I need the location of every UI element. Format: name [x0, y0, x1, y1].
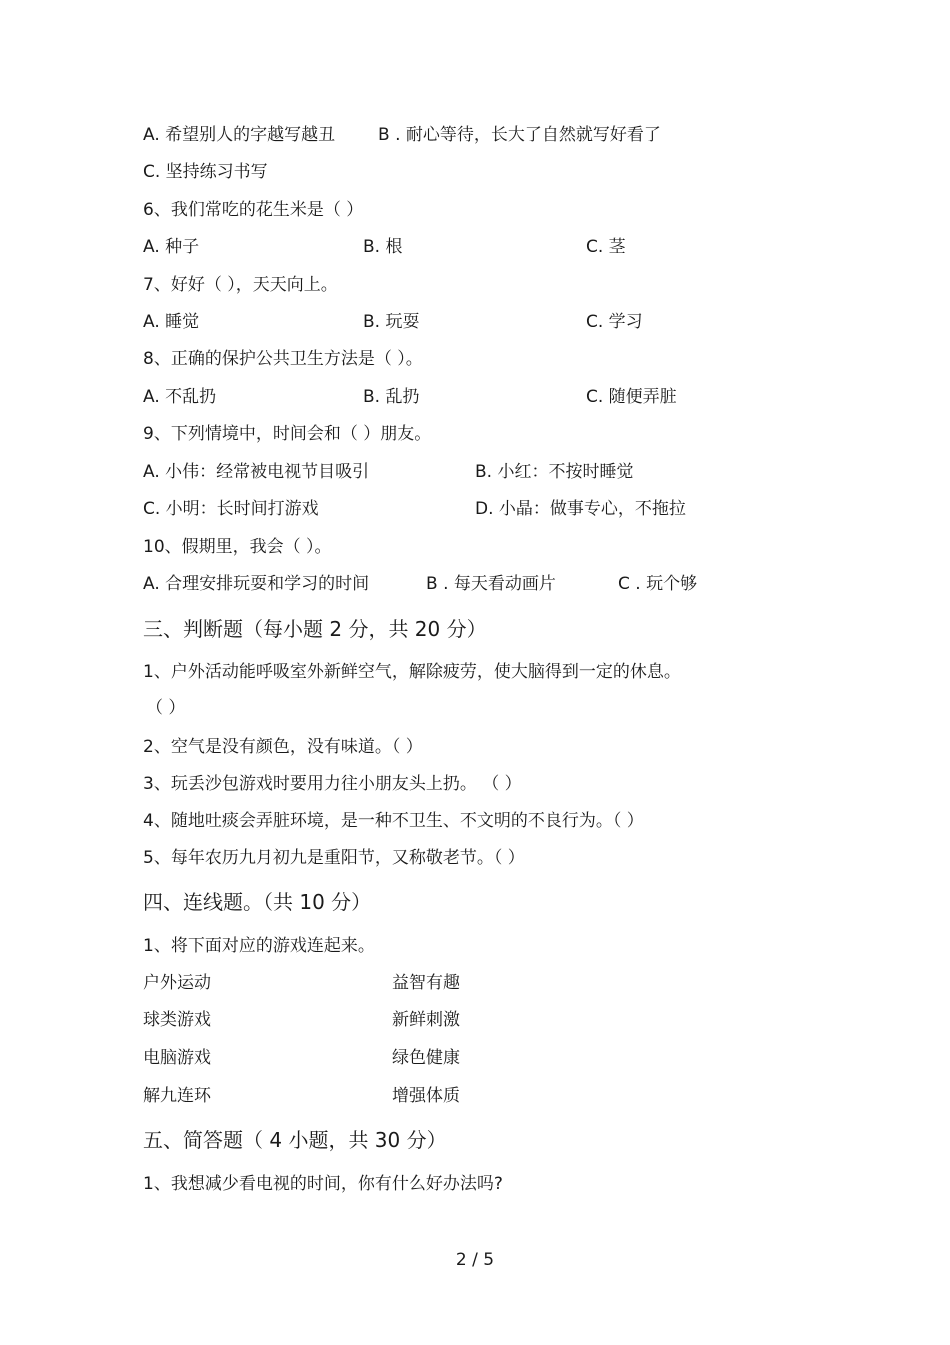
q8-option-b: B. 乱扔 [363, 387, 420, 407]
q9-option-d: D. 小晶：做事专心，不拖拉 [475, 499, 686, 519]
page-number: 2 / 5 [455, 1250, 495, 1270]
q6-option-b: B. 根 [363, 237, 403, 257]
match-right-item: 增强体质 [392, 1086, 460, 1106]
q5-option-b: B . 耐心等待，长大了自然就写好看了 [378, 125, 661, 145]
q10-stem: 10、假期里，我会（ ）。 [143, 537, 332, 557]
judge-item-4: 4、随地吐痰会弄脏环境，是一种不卫生、不文明的不良行为。（ ） [143, 811, 644, 831]
q6-option-c: C. 茎 [586, 237, 626, 257]
q7-option-c: C. 学习 [586, 312, 643, 332]
match-instruction: 1、将下面对应的游戏连起来。 [143, 936, 375, 956]
match-left-item: 户外运动 [143, 973, 211, 993]
q9-stem: 9、下列情境中，时间会和（ ）朋友。 [143, 424, 432, 444]
q9-option-b: B. 小红：不按时睡觉 [475, 462, 634, 482]
judge-item-1: 1、户外活动能呼吸室外新鲜空气，解除疲劳，使大脑得到一定的休息。 [143, 662, 681, 682]
section5-title: 五、简答题（ 4 小题，共 30 分） [143, 1128, 447, 1152]
q5-option-a: A. 希望别人的字越写越丑 [143, 125, 336, 145]
q9-option-c: C. 小明：长时间打游戏 [143, 499, 319, 519]
judge-item-5: 5、每年农历九月初九是重阳节，又称敬老节。（ ） [143, 848, 525, 868]
q5-option-c: C. 坚持练习书写 [143, 162, 268, 182]
q6-option-a: A. 种子 [143, 237, 200, 257]
match-left-item: 解九连环 [143, 1086, 211, 1106]
q10-option-b: B . 每天看动画片 [426, 574, 556, 594]
q8-option-c: C. 随便弄脏 [586, 387, 677, 407]
q10-option-c: C . 玩个够 [618, 574, 698, 594]
judge-item-3: 3、玩丢沙包游戏时要用力往小朋友头上扔。 （ ） [143, 774, 522, 794]
q7-option-b: B. 玩耍 [363, 312, 420, 332]
q7-stem: 7、好好（ ），天天向上。 [143, 275, 338, 295]
q6-stem: 6、我们常吃的花生米是（ ） [143, 200, 364, 220]
match-right-item: 新鲜刺激 [392, 1010, 460, 1030]
match-left-item: 球类游戏 [143, 1010, 211, 1030]
q7-option-a: A. 睡觉 [143, 312, 200, 332]
short-answer-q1: 1、我想减少看电视的时间，你有什么好办法吗? [143, 1174, 503, 1194]
match-right-item: 益智有趣 [392, 973, 460, 993]
q9-option-a: A. 小伟：经常被电视节目吸引 [143, 462, 370, 482]
match-left-item: 电脑游戏 [143, 1048, 211, 1068]
judge-item-2: 2、空气是没有颜色，没有味道。（ ） [143, 737, 423, 757]
section4-title: 四、连线题。（共 10 分） [143, 890, 372, 914]
section3-title: 三、判断题（每小题 2 分，共 20 分） [143, 617, 487, 641]
judge-item-1-blank: （ ） [146, 698, 186, 718]
q10-option-a: A. 合理安排玩耍和学习的时间 [143, 574, 370, 594]
q8-stem: 8、正确的保护公共卫生方法是（ ）。 [143, 349, 423, 369]
match-right-item: 绿色健康 [392, 1048, 460, 1068]
q8-option-a: A. 不乱扔 [143, 387, 217, 407]
